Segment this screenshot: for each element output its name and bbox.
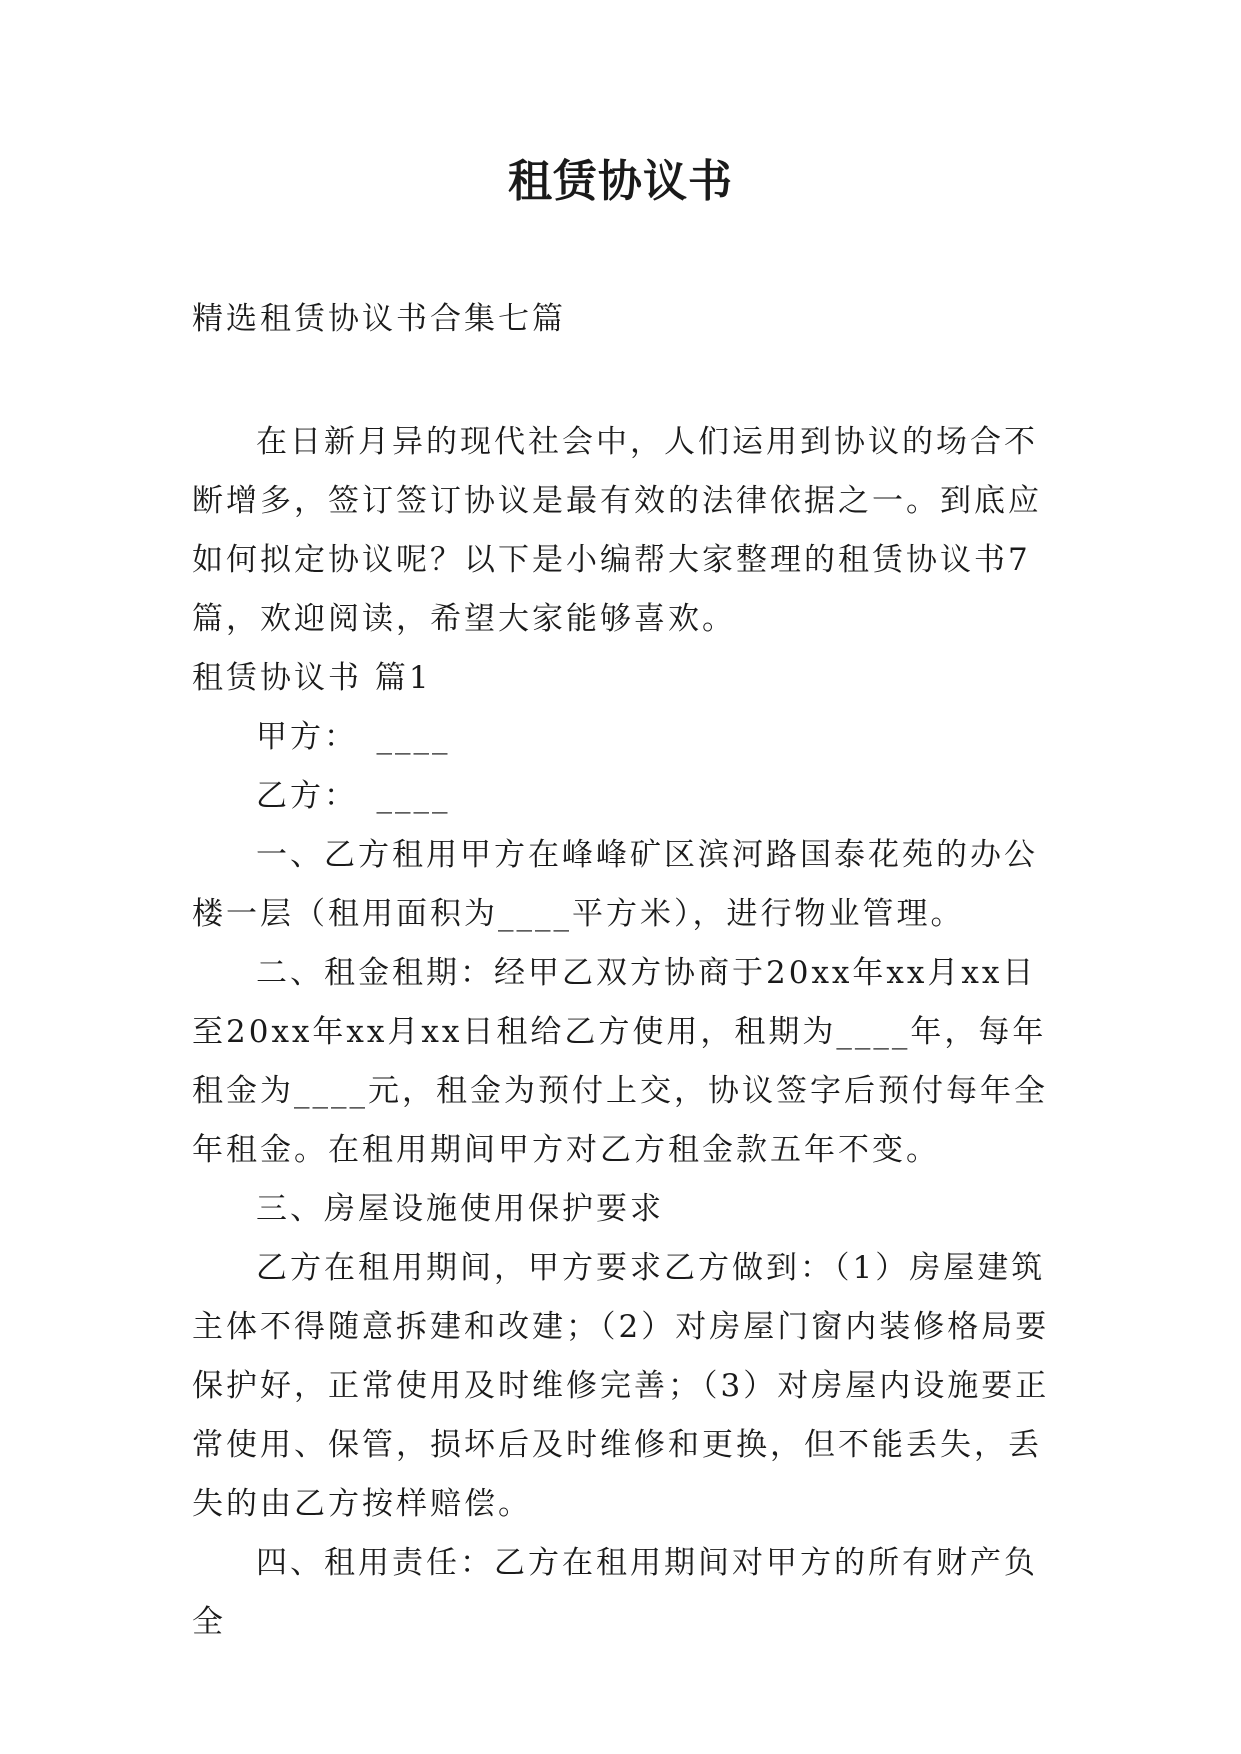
party-a-line: 甲方： ____ bbox=[256, 719, 451, 755]
section-heading: 租赁协议书 篇1 bbox=[192, 660, 432, 696]
intro-paragraph: 在日新月异的现代社会中，人们运用到协议的场合不断增多，签订签订协议是最有效的法律依据之一。到底应如何拟定协议呢？以下是小编帮大家整理的租赁协议书7篇，欢迎阅读，希望大家能够喜欢。 bbox=[192, 424, 1042, 637]
document-title: 租赁协议书 bbox=[508, 156, 733, 207]
document-subtitle: 精选租赁协议书合集七篇 bbox=[192, 301, 566, 337]
clause-3-heading: 三、房屋设施使用保护要求 bbox=[256, 1191, 664, 1227]
clause-1-paragraph: 一、乙方租用甲方在峰峰矿区滨河路国泰花苑的办公楼一层（租用面积为____平方米），进行物业管理。 bbox=[192, 837, 1038, 932]
party-b-line: 乙方： ____ bbox=[256, 778, 451, 814]
clause-3-paragraph: 乙方在租用期间，甲方要求乙方做到：（1）房屋建筑主体不得随意拆建和改建；（2）对房屋门窗内装修格局要保护好，正常使用及时维修完善；（3）对房屋内设施要正常使用、保管，损坏后及时维修和更换，但不能丢失，丢失的由乙方按样赔偿。 bbox=[192, 1250, 1050, 1522]
document-body bbox=[192, 290, 1054, 1652]
clause-4-paragraph: 四、租用责任：乙方在租用期间对甲方的所有财产负全 bbox=[192, 1545, 1038, 1640]
clause-2-paragraph: 二、租金租期：经甲乙双方协商于20xx年xx月xx日至20xx年xx月xx日租给乙方使用，租期为____年，每年租金为____元，租金为预付上交，协议签字后预付每年全年租金。在租用期间甲方对乙方租金款五年不变。 bbox=[192, 955, 1048, 1168]
